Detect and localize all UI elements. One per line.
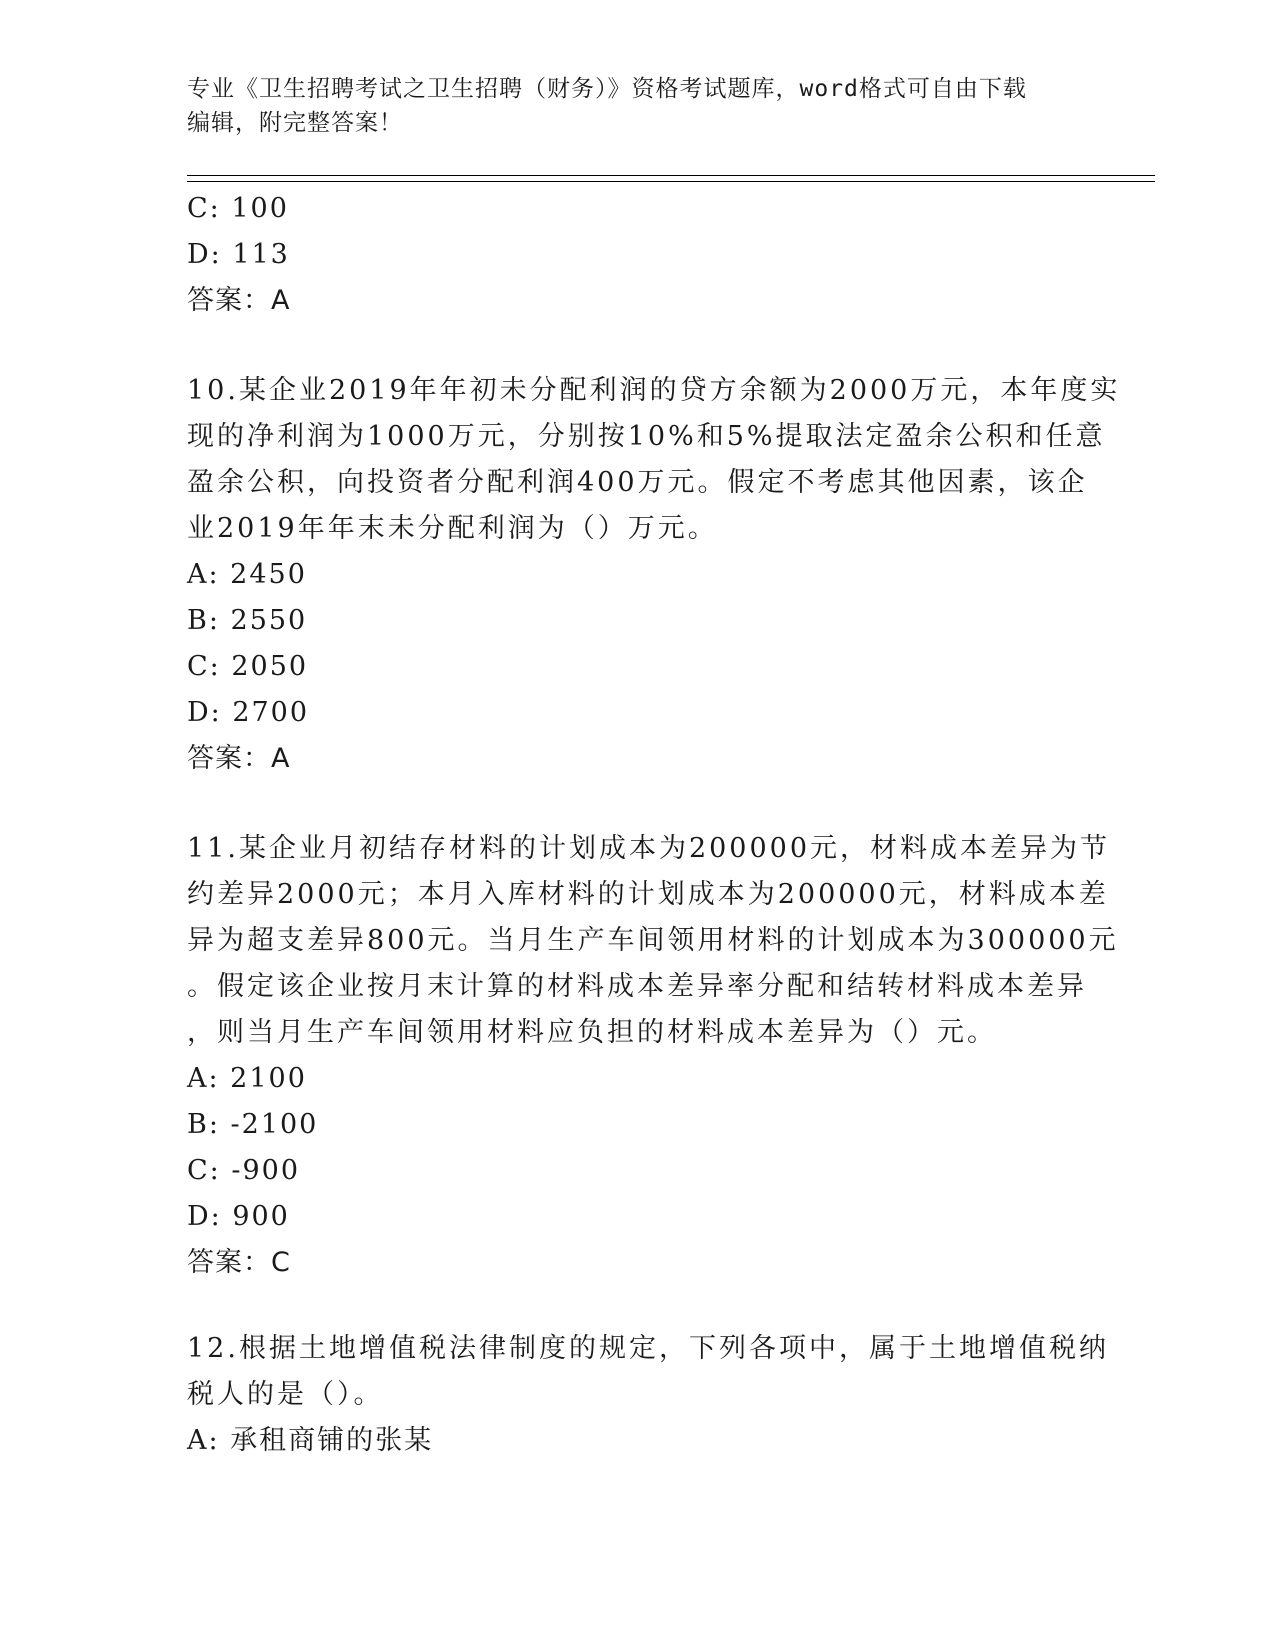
question-10-option-d: D: 2700 xyxy=(187,697,310,728)
question-11 xyxy=(187,826,1119,1286)
question-11-option-c: C: -900 xyxy=(187,1155,300,1186)
question-11-answer: 答案：C xyxy=(187,1247,291,1278)
question-12 xyxy=(187,1326,1109,1464)
header-divider-bottom xyxy=(187,181,1155,182)
question-12-line-1: 12.根据土地增值税法律制度的规定，下列各项中，属于土地增值税纳 xyxy=(187,1333,1109,1364)
question-10-option-c: C: 2050 xyxy=(187,651,309,682)
question-10-option-b: B: 2550 xyxy=(187,605,308,636)
document-header xyxy=(187,72,1087,140)
header-divider-top xyxy=(187,175,1155,176)
question-10 xyxy=(187,368,1121,782)
question-11-line-1: 11.某企业月初结存材料的计划成本为200000元，材料成本差异为节 xyxy=(187,833,1111,864)
question-11-line-4: 。假定该企业按月末计算的材料成本差异率分配和结转材料成本差异 xyxy=(187,971,1087,1002)
question-12-option-a: A: 承租商铺的张某 xyxy=(187,1425,434,1456)
question-10-line-4: 业2019年年末未分配利润为（）万元。 xyxy=(187,513,718,544)
prev-option-c: C: 100 xyxy=(187,193,289,224)
question-12-line-2: 税人的是（）。 xyxy=(187,1379,384,1410)
question-10-line-2: 现的净利润为1000万元，分别按10%和5%提取法定盈余公积和任意 xyxy=(187,421,1106,452)
question-10-option-a: A: 2450 xyxy=(187,559,307,590)
question-content xyxy=(187,186,1121,1464)
header-line-2: 编辑，附完整答案！ xyxy=(187,110,403,136)
prev-option-d: D: 113 xyxy=(187,239,290,270)
question-10-answer: 答案：A xyxy=(187,743,291,774)
question-11-line-3: 异为超支差异800元。当月生产车间领用材料的计划成本为300000元 xyxy=(187,925,1119,956)
question-11-option-d: D: 900 xyxy=(187,1201,290,1232)
question-11-option-a: A: 2100 xyxy=(187,1063,307,1094)
question-11-option-b: B: -2100 xyxy=(187,1109,319,1140)
question-11-line-2: 约差异2000元；本月入库材料的计划成本为200000元，材料成本差 xyxy=(187,879,1109,910)
header-line-1: 专业《卫生招聘考试之卫生招聘（财务）》资格考试题库，word格式可自由下载 xyxy=(187,76,1027,102)
question-10-line-1: 10.某企业2019年年初未分配利润的贷方余额为2000万元，本年度实 xyxy=(187,375,1121,406)
prev-answer: 答案：A xyxy=(187,285,291,316)
question-10-line-3: 盈余公积，向投资者分配利润400万元。假定不考虑其他因素，该企 xyxy=(187,467,1088,498)
question-11-line-5: ，则当月生产车间领用材料应负担的材料成本差异为（）元。 xyxy=(187,1017,997,1048)
